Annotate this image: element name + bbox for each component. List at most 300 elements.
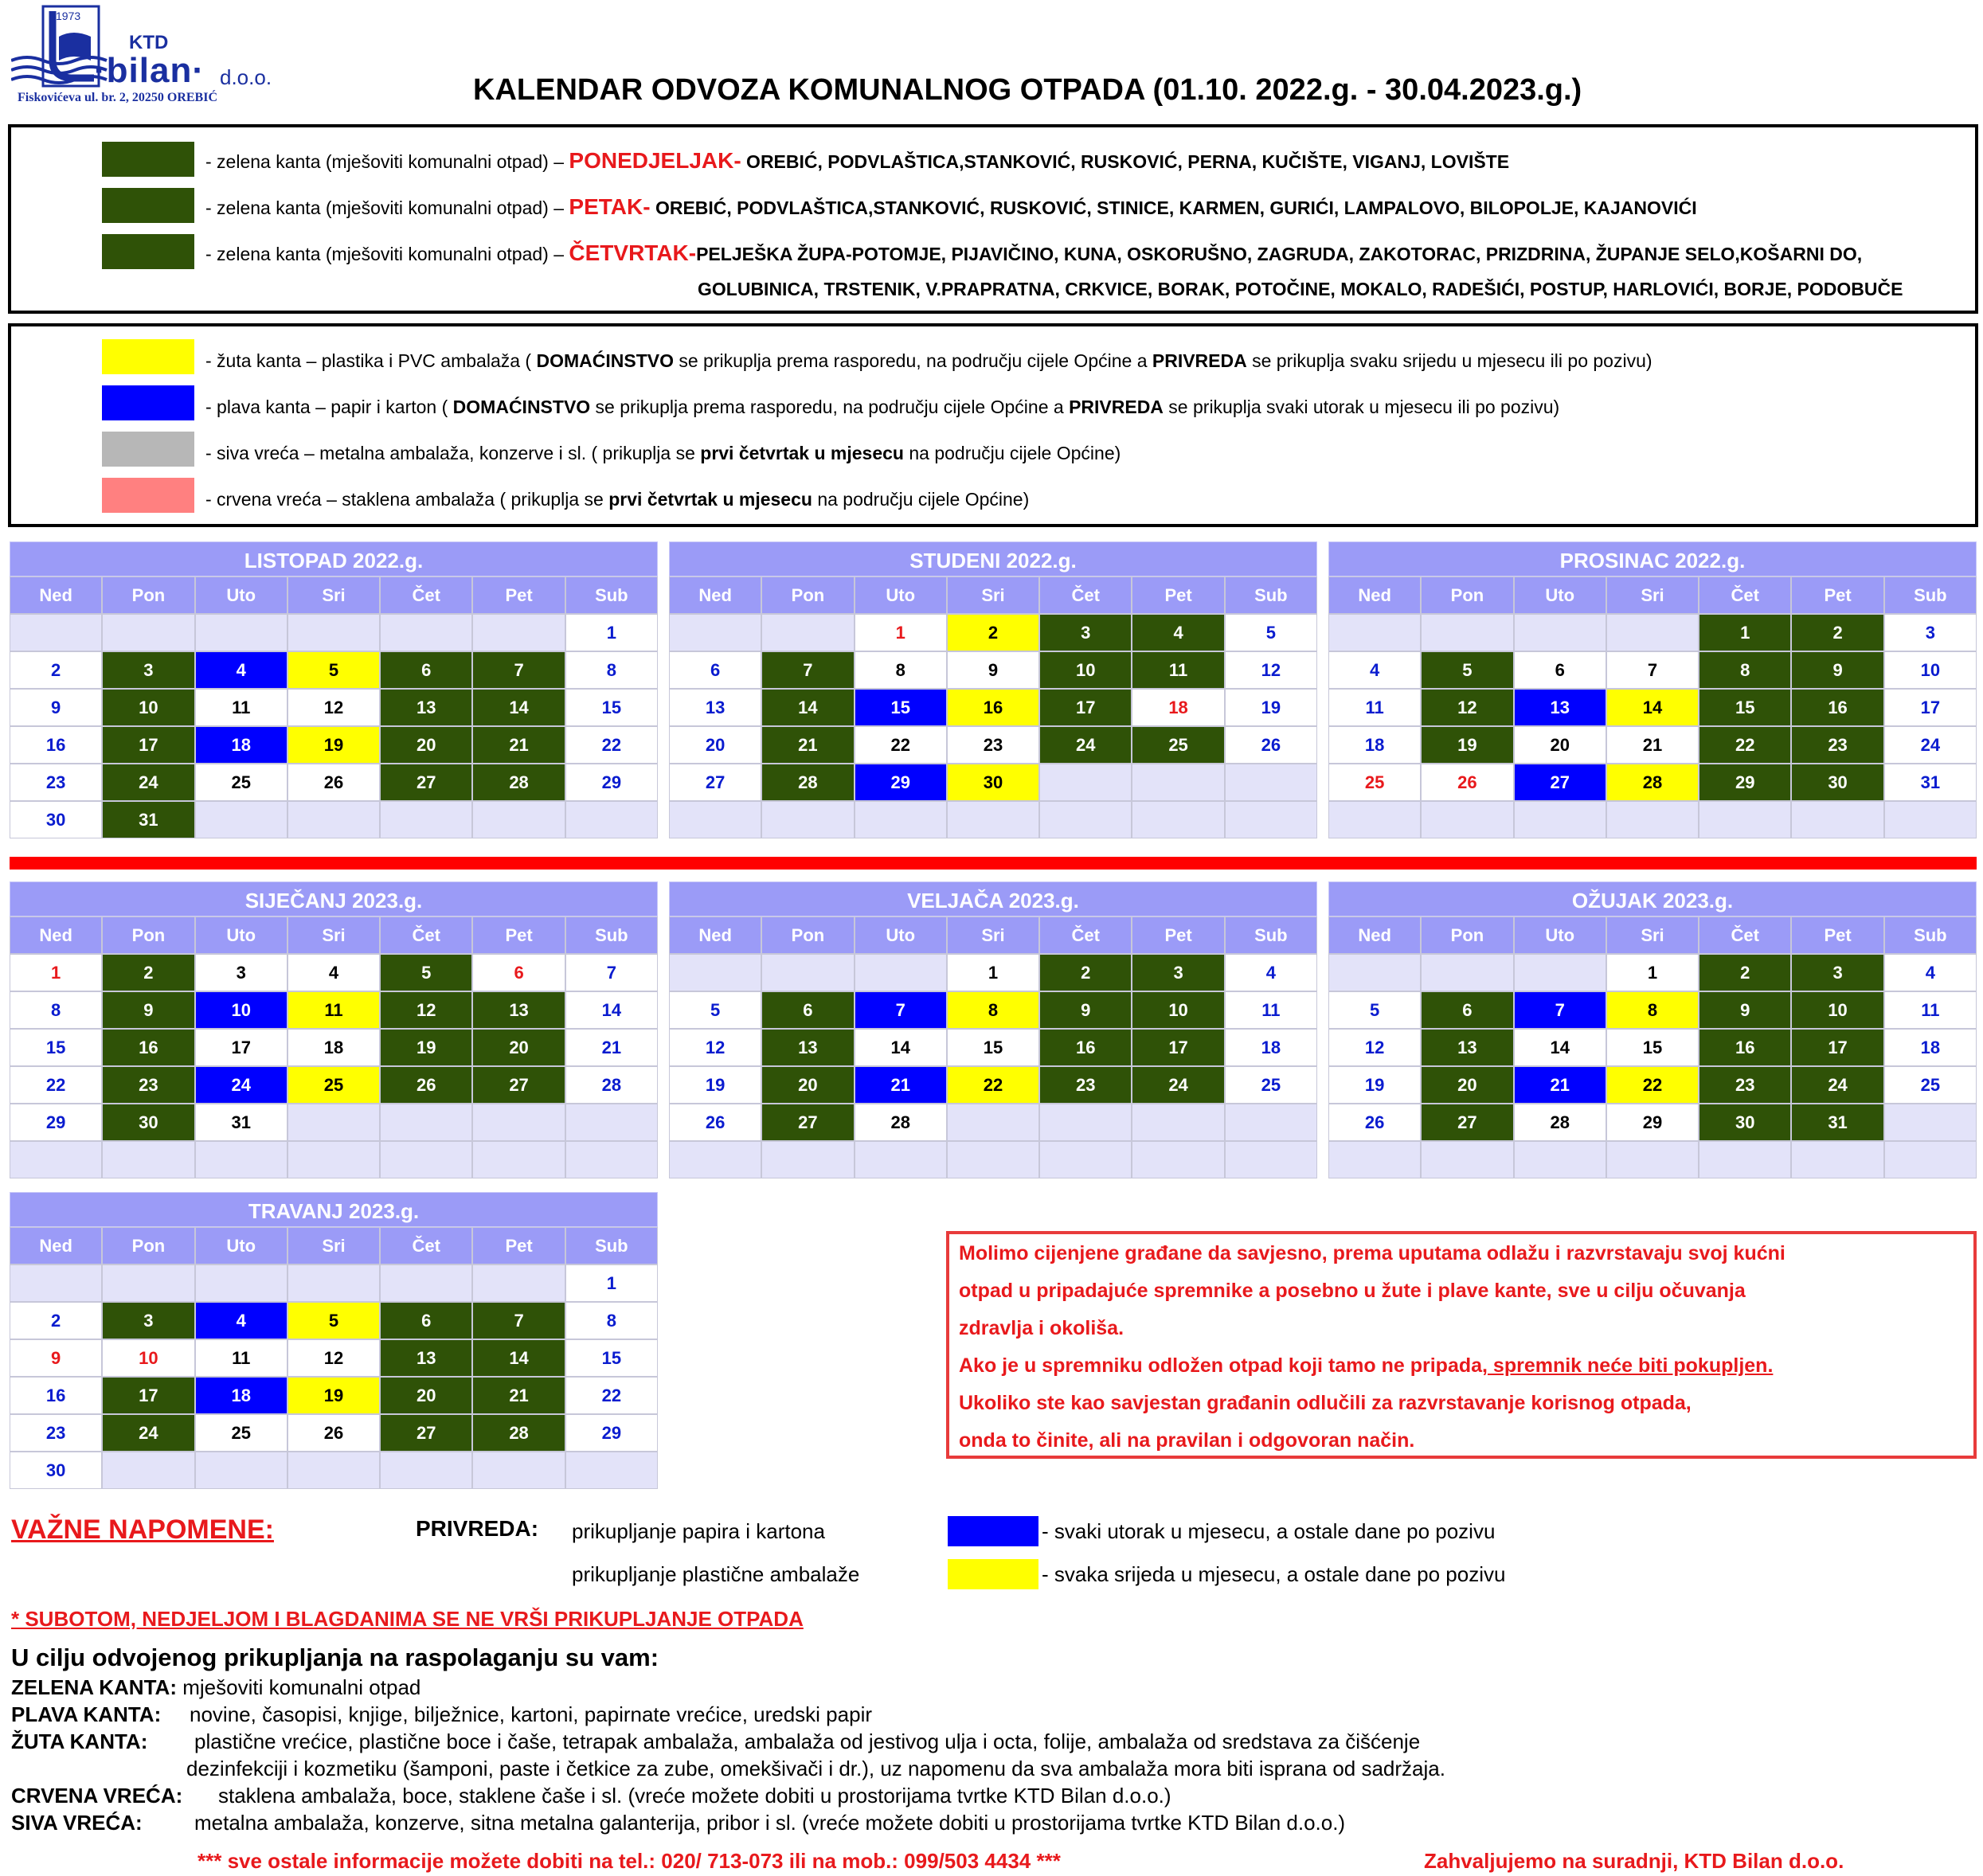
green-bin-info bbox=[11, 1675, 420, 1700]
calendar-day: 3 bbox=[1132, 954, 1224, 991]
notice-line: zdravlja i okoliša. bbox=[959, 1317, 1124, 1339]
weekday-header: Pon bbox=[102, 1227, 194, 1264]
logo-ktd: KTD bbox=[129, 32, 169, 53]
calendar-empty-cell bbox=[380, 614, 472, 651]
calendar-day: 8 bbox=[1606, 991, 1699, 1029]
item-desc: mješoviti komunalni otpad bbox=[176, 1675, 421, 1699]
yellow-bin-desc: plastične vrećice, plastične boce i čaše, tetrapak ambalaža, ambalaža od jestivog ulja i octa, folije, ambalaža od sredstava za čišćenje bbox=[194, 1729, 1421, 1753]
separate-collection-heading: U cilju odvojenog prikupljanja na raspolaganju su vam: bbox=[11, 1643, 659, 1671]
calendar-day: 8 bbox=[10, 991, 102, 1029]
calendar-day: 28 bbox=[761, 764, 854, 801]
calendar-day: 14 bbox=[1606, 689, 1699, 726]
item-label: CRVENA VREĆA: bbox=[11, 1784, 183, 1808]
calendar-day: 15 bbox=[1606, 1029, 1699, 1066]
calendar-empty-cell bbox=[1328, 954, 1421, 991]
calendar-day: 16 bbox=[1039, 1029, 1132, 1066]
calendar-empty-cell bbox=[947, 801, 1039, 838]
legend-red bbox=[205, 489, 1029, 510]
calendar-empty-cell bbox=[1039, 801, 1132, 838]
calendar-empty-cell bbox=[195, 614, 287, 651]
calendar-day: 5 bbox=[287, 651, 380, 689]
calendar-day: 27 bbox=[1514, 764, 1606, 801]
legend-thursday-cont bbox=[698, 279, 1903, 300]
calendar-empty-cell bbox=[1606, 801, 1699, 838]
green-bin-legend bbox=[8, 124, 1978, 314]
calendar-day: 12 bbox=[380, 991, 472, 1029]
calendar-empty-cell bbox=[1421, 1141, 1513, 1178]
calendar-empty-cell bbox=[1328, 1141, 1421, 1178]
logo-name: ·bilan· bbox=[94, 51, 205, 90]
weekday-header: Čet bbox=[1699, 917, 1791, 954]
calendar-day: 14 bbox=[472, 689, 565, 726]
weekday-header: Čet bbox=[1699, 576, 1791, 614]
calendar-day: 28 bbox=[1606, 764, 1699, 801]
calendar-day: 11 bbox=[1225, 991, 1317, 1029]
calendar-empty-cell bbox=[195, 1264, 287, 1302]
notice-line: Molimo cijenjene građane da savjesno, prema uputama odlažu i razvrstavaju svoj kućni bbox=[959, 1242, 1785, 1264]
calendar-day: 11 bbox=[1884, 991, 1977, 1029]
calendar-day: 16 bbox=[102, 1029, 194, 1066]
calendar-day: 5 bbox=[380, 954, 472, 991]
legend-grey bbox=[205, 443, 1121, 464]
calendar-empty-cell bbox=[195, 1452, 287, 1489]
calendar-day: 3 bbox=[1791, 954, 1883, 991]
business-paper: prikupljanje papira i kartona bbox=[572, 1519, 825, 1543]
grey-swatch bbox=[102, 432, 194, 467]
calendar-empty-cell bbox=[102, 1141, 194, 1178]
weekday-header: Ned bbox=[669, 576, 761, 614]
calendar-day: 5 bbox=[669, 991, 761, 1029]
calendar-day: 20 bbox=[761, 1066, 854, 1104]
legend-text: - zelena kanta (mješoviti komunalni otpad) – bbox=[205, 151, 569, 172]
calendar-day: 20 bbox=[1514, 726, 1606, 764]
calendar-empty-cell bbox=[1225, 801, 1317, 838]
calendar-grid bbox=[10, 917, 658, 1178]
calendar-day: 19 bbox=[1421, 726, 1513, 764]
calendar-day: 8 bbox=[947, 991, 1039, 1029]
grey-bag-desc: metalna ambalaža, konzerve, sitna metalna galanterija, pribor i sl. (vreće možete dobiti u prostorijama tvrtke KTD Bilan d.o.o.) bbox=[194, 1811, 1346, 1835]
calendar-day: 28 bbox=[472, 1414, 565, 1452]
calendar-day: 6 bbox=[1514, 651, 1606, 689]
weekday-header: Čet bbox=[380, 917, 472, 954]
calendar-empty-cell bbox=[761, 614, 854, 651]
weekday-header: Sub bbox=[1884, 917, 1977, 954]
calendar-day: 11 bbox=[287, 991, 380, 1029]
calendar-day: 24 bbox=[102, 1414, 194, 1452]
calendar-day: 24 bbox=[1791, 1066, 1883, 1104]
calendar-grid bbox=[669, 917, 1317, 1178]
calendar-day: 19 bbox=[380, 1029, 472, 1066]
calendar-day: 21 bbox=[1606, 726, 1699, 764]
calendar-day: 30 bbox=[1791, 764, 1883, 801]
calendar-day: 20 bbox=[1421, 1066, 1513, 1104]
calendar-day: 8 bbox=[1699, 651, 1791, 689]
calendar-day: 7 bbox=[565, 954, 658, 991]
calendar-empty-cell bbox=[472, 1141, 565, 1178]
calendar-empty-cell bbox=[1225, 1104, 1317, 1141]
calendar-month-title: SIJEČANJ 2023.g. bbox=[10, 881, 658, 917]
calendar-day: 2 bbox=[947, 614, 1039, 651]
calendar-day: 20 bbox=[472, 1029, 565, 1066]
calendar-day: 19 bbox=[287, 1377, 380, 1414]
legend-places: PELJEŠKA ŽUPA-POTOMJE, PIJAVIČINO, KUNA, OSKORUŠNO, ZAGRUDA, ZAKOTORAC, PRIZDRINA, ŽUPANJE SELO,KOŠARNI DO, bbox=[696, 244, 1863, 264]
calendar-empty-cell bbox=[102, 1452, 194, 1489]
weekday-header: Pet bbox=[1791, 576, 1883, 614]
red-bag-label bbox=[11, 1784, 182, 1808]
calendar-day: 30 bbox=[102, 1104, 194, 1141]
calendar-day: 1 bbox=[1606, 954, 1699, 991]
calendar-day: 15 bbox=[855, 689, 947, 726]
calendar-day: 19 bbox=[1328, 1066, 1421, 1104]
calendar-empty-cell bbox=[380, 801, 472, 838]
red-bag-desc: staklena ambalaža, boce, staklene čaše i sl. (vreće možete dobiti u prostorijama tvrtke KTD Bilan d.o.o.) bbox=[218, 1784, 1171, 1808]
calendar-day: 20 bbox=[380, 1377, 472, 1414]
calendar-empty-cell bbox=[195, 1141, 287, 1178]
legend-places: OREBIĆ, PODVLAŠTICA,STANKOVIĆ, RUSKOVIĆ, STINICE, KARMEN, GURIĆI, LAMPALOVO, BILOPOLJE, KAJANOVIĆI bbox=[650, 197, 1697, 218]
notice-text: Ako je u spremniku odložen otpad koji tamo ne pripada, bbox=[959, 1354, 1488, 1377]
logo-address: Fiskovićeva ul. br. 2, 20250 OREBIĆ bbox=[18, 91, 217, 104]
calendar-day: 29 bbox=[565, 1414, 658, 1452]
calendar-day: 18 bbox=[1225, 1029, 1317, 1066]
calendar-empty-cell bbox=[761, 801, 854, 838]
calendar-day: 17 bbox=[195, 1029, 287, 1066]
calendar-empty-cell bbox=[1606, 614, 1699, 651]
calendar-day: 27 bbox=[1421, 1104, 1513, 1141]
calendar-day: 23 bbox=[1791, 726, 1883, 764]
weekday-header: Pon bbox=[102, 576, 194, 614]
calendar-day: 28 bbox=[472, 764, 565, 801]
calendar-empty-cell bbox=[761, 1141, 854, 1178]
calendar-day: 8 bbox=[565, 651, 658, 689]
calendar-day: 7 bbox=[472, 651, 565, 689]
company-logo bbox=[11, 5, 272, 108]
calendar-day: 1 bbox=[1699, 614, 1791, 651]
calendar-grid bbox=[669, 576, 1317, 838]
calendar-day: 15 bbox=[10, 1029, 102, 1066]
calendar-month-title: STUDENI 2022.g. bbox=[669, 541, 1317, 576]
calendar-day: 3 bbox=[1039, 614, 1132, 651]
calendar-day: 21 bbox=[761, 726, 854, 764]
calendar-empty-cell bbox=[565, 1452, 658, 1489]
grey-bag-label bbox=[11, 1811, 143, 1835]
calendar-day: 11 bbox=[1328, 689, 1421, 726]
weekday-header: Pon bbox=[761, 576, 854, 614]
legend-text: se prikuplja prema rasporedu, na području cijele Općine a bbox=[673, 350, 1152, 371]
calendar-day: 12 bbox=[287, 689, 380, 726]
weekday-header: Čet bbox=[380, 1227, 472, 1264]
calendar-day: 22 bbox=[1606, 1066, 1699, 1104]
calendar-day: 18 bbox=[1884, 1029, 1977, 1066]
calendar-day: 6 bbox=[380, 1302, 472, 1339]
notice-line: otpad u pripadajuće spremnike a posebno u žute i plave kante, sve u cilju očuvanja bbox=[959, 1280, 1746, 1302]
weekday-header: Uto bbox=[1514, 576, 1606, 614]
calendar-day: 9 bbox=[1699, 991, 1791, 1029]
calendar-day: 22 bbox=[1699, 726, 1791, 764]
calendar-day: 9 bbox=[1039, 991, 1132, 1029]
calendar-day: 26 bbox=[669, 1104, 761, 1141]
calendar-day: 4 bbox=[195, 651, 287, 689]
calendar-day: 3 bbox=[102, 651, 194, 689]
red-swatch bbox=[102, 478, 194, 513]
legend-text: - plava kanta – papir i karton ( bbox=[205, 397, 453, 417]
weekday-header: Ned bbox=[1328, 917, 1421, 954]
calendar-day: 6 bbox=[669, 651, 761, 689]
calendar-day: 9 bbox=[10, 689, 102, 726]
calendar-day: 29 bbox=[855, 764, 947, 801]
calendar-day: 23 bbox=[10, 764, 102, 801]
logo-suffix: d.o.o. bbox=[220, 65, 272, 89]
calendar-empty-cell bbox=[855, 1141, 947, 1178]
calendar-day: 5 bbox=[287, 1302, 380, 1339]
calendar-day: 23 bbox=[10, 1414, 102, 1452]
weekday-header: Sri bbox=[287, 576, 380, 614]
calendar-day: 21 bbox=[1514, 1066, 1606, 1104]
blue-bin-desc: novine, časopisi, knjige, bilježnice, kartoni, papirnate vrećice, uredski papir bbox=[190, 1702, 872, 1726]
calendar-empty-cell bbox=[287, 801, 380, 838]
calendar-day: 28 bbox=[855, 1104, 947, 1141]
calendar-empty-cell bbox=[287, 614, 380, 651]
calendar-empty-cell bbox=[472, 1104, 565, 1141]
calendar-empty-cell bbox=[1039, 764, 1132, 801]
business-plastic-schedule: - svaka srijeda u mjesecu, a ostale dane po pozivu bbox=[1042, 1562, 1506, 1586]
calendar-day: 18 bbox=[1328, 726, 1421, 764]
calendar-day: 25 bbox=[287, 1066, 380, 1104]
calendar-day: 11 bbox=[195, 1339, 287, 1377]
item-label: ŽUTA KANTA: bbox=[11, 1729, 148, 1753]
green-swatch bbox=[102, 234, 194, 269]
calendar-day: 9 bbox=[10, 1339, 102, 1377]
legend-day: PONEDJELJAK- bbox=[569, 148, 741, 173]
calendar-empty-cell bbox=[1421, 801, 1513, 838]
calendar-day: 19 bbox=[1225, 689, 1317, 726]
weekday-header: Čet bbox=[1039, 576, 1132, 614]
yellow-swatch bbox=[948, 1559, 1038, 1589]
calendar-empty-cell bbox=[380, 1452, 472, 1489]
calendar-day: 27 bbox=[380, 1414, 472, 1452]
calendar-empty-cell bbox=[1884, 801, 1977, 838]
calendar-day: 20 bbox=[669, 726, 761, 764]
weekday-header: Čet bbox=[1039, 917, 1132, 954]
calendar-day: 28 bbox=[1514, 1104, 1606, 1141]
calendar-day: 23 bbox=[1699, 1066, 1791, 1104]
contact-info: *** sve ostale informacije možete dobiti na tel.: 020/ 713-073 ili na mob.: 099/503 4434 *** bbox=[198, 1849, 1061, 1873]
weekday-header: Sub bbox=[1884, 576, 1977, 614]
item-label: PLAVA KANTA: bbox=[11, 1702, 162, 1726]
legend-text: - crvena vreća – staklena ambalaža ( prikuplja se bbox=[205, 489, 609, 510]
calendar-day: 14 bbox=[761, 689, 854, 726]
blue-bin-label bbox=[11, 1702, 161, 1727]
calendar-day: 2 bbox=[102, 954, 194, 991]
calendar-empty-cell bbox=[472, 1452, 565, 1489]
weekday-header: Sri bbox=[1606, 576, 1699, 614]
calendar-day: 4 bbox=[287, 954, 380, 991]
weekday-header: Sri bbox=[1606, 917, 1699, 954]
weekday-header: Pet bbox=[1132, 917, 1224, 954]
calendar-empty-cell bbox=[10, 614, 102, 651]
calendar-grid bbox=[1328, 917, 1977, 1178]
legend-text: - siva vreća – metalna ambalaža, konzerve i sl. ( prikuplja se bbox=[205, 443, 701, 463]
calendar-day: 27 bbox=[472, 1066, 565, 1104]
notice-box bbox=[946, 1231, 1977, 1459]
weekday-header: Sri bbox=[947, 576, 1039, 614]
calendar-day: 14 bbox=[855, 1029, 947, 1066]
calendar-day: 10 bbox=[1132, 991, 1224, 1029]
calendar-day: 26 bbox=[1421, 764, 1513, 801]
calendar-day: 12 bbox=[1421, 689, 1513, 726]
calendar-day: 29 bbox=[1699, 764, 1791, 801]
calendar-day: 31 bbox=[1884, 764, 1977, 801]
calendar-empty-cell bbox=[947, 1141, 1039, 1178]
calendar-month-title: TRAVANJ 2023.g. bbox=[10, 1192, 658, 1227]
legend-blue bbox=[205, 397, 1559, 418]
calendar-day: 24 bbox=[102, 764, 194, 801]
calendar-day: 17 bbox=[102, 1377, 194, 1414]
calendar-day: 9 bbox=[947, 651, 1039, 689]
calendar-day: 22 bbox=[565, 726, 658, 764]
calendar-day: 18 bbox=[1132, 689, 1224, 726]
calendar-empty-cell bbox=[287, 1104, 380, 1141]
calendar-empty-cell bbox=[1039, 1104, 1132, 1141]
calendar-day: 2 bbox=[1039, 954, 1132, 991]
calendar-empty-cell bbox=[1791, 801, 1883, 838]
calendar-empty-cell bbox=[1132, 1104, 1224, 1141]
legend-bold: prvi četvrtak u mjesecu bbox=[700, 443, 904, 463]
weekday-header: Pet bbox=[472, 1227, 565, 1264]
calendar-day: 14 bbox=[565, 991, 658, 1029]
calendar-grid bbox=[10, 576, 658, 838]
calendar-day: 10 bbox=[102, 689, 194, 726]
yellow-bin-label bbox=[11, 1729, 147, 1754]
calendar-day: 23 bbox=[1039, 1066, 1132, 1104]
calendar-day: 15 bbox=[565, 1339, 658, 1377]
calendar-empty-cell bbox=[669, 954, 761, 991]
calendar-day: 23 bbox=[947, 726, 1039, 764]
calendar-day: 30 bbox=[947, 764, 1039, 801]
legend-yellow bbox=[205, 350, 1652, 372]
calendar-day: 7 bbox=[1606, 651, 1699, 689]
calendar-empty-cell bbox=[380, 1141, 472, 1178]
weekday-header: Ned bbox=[10, 576, 102, 614]
calendar-day: 11 bbox=[1132, 651, 1224, 689]
calendar-day: 3 bbox=[1884, 614, 1977, 651]
calendar-day: 15 bbox=[947, 1029, 1039, 1066]
weekday-header: Ned bbox=[1328, 576, 1421, 614]
green-swatch bbox=[102, 142, 194, 177]
green-swatch bbox=[102, 188, 194, 223]
legend-bold: PRIVREDA bbox=[1152, 350, 1247, 371]
calendar-day: 4 bbox=[1225, 954, 1317, 991]
calendar-empty-cell bbox=[1699, 1141, 1791, 1178]
weekday-header: Uto bbox=[195, 576, 287, 614]
calendar-empty-cell bbox=[1328, 614, 1421, 651]
calendar-day: 18 bbox=[195, 1377, 287, 1414]
calendar-day: 31 bbox=[195, 1104, 287, 1141]
calendar-day: 2 bbox=[10, 651, 102, 689]
legend-text: se prikuplja prema rasporedu, na području cijele Općine a bbox=[590, 397, 1070, 417]
calendar-day: 5 bbox=[1225, 614, 1317, 651]
calendar-day: 4 bbox=[195, 1302, 287, 1339]
legend-day: PETAK- bbox=[569, 194, 651, 219]
calendar-day: 21 bbox=[472, 726, 565, 764]
calendar-day: 6 bbox=[1421, 991, 1513, 1029]
weekday-header: Ned bbox=[669, 917, 761, 954]
calendar-day: 11 bbox=[195, 689, 287, 726]
calendar-day: 24 bbox=[1132, 1066, 1224, 1104]
calendar-empty-cell bbox=[1884, 1141, 1977, 1178]
calendar-month-title: PROSINAC 2022.g. bbox=[1328, 541, 1977, 576]
legend-places: GOLUBINICA, TRSTENIK, V.PRAPRATNA, CRKVICE, BORAK, POTOČINE, MOKALO, RADEŠIĆI, POSTUP, HARLOVIĆI, BORJE, PODOBUČE bbox=[698, 279, 1903, 299]
calendar-day: 25 bbox=[1328, 764, 1421, 801]
calendar-day: 1 bbox=[10, 954, 102, 991]
calendar-empty-cell bbox=[1421, 614, 1513, 651]
legend-text: se prikuplja svaku srijedu u mjesecu ili po pozivu) bbox=[1246, 350, 1652, 371]
calendar-empty-cell bbox=[669, 614, 761, 651]
business-paper-schedule: - svaki utorak u mjesecu, a ostale dane po pozivu bbox=[1042, 1519, 1496, 1543]
calendar-empty-cell bbox=[1421, 954, 1513, 991]
calendar-day: 30 bbox=[1699, 1104, 1791, 1141]
calendar-empty-cell bbox=[1132, 801, 1224, 838]
yellow-bin-desc-cont: dezinfekciji i kozmetiku (šamponi, paste i četkice za zube, omekšivači i dr.), uz napomenu da sva ambalaža mora biti isprana od sadržaja. bbox=[186, 1757, 1445, 1780]
calendar-day: 29 bbox=[565, 764, 658, 801]
calendar-empty-cell bbox=[1791, 1141, 1883, 1178]
calendar-day: 19 bbox=[287, 726, 380, 764]
calendar-day: 16 bbox=[947, 689, 1039, 726]
calendar-day: 10 bbox=[1039, 651, 1132, 689]
weekday-header: Pon bbox=[761, 917, 854, 954]
item-label: SIVA VREĆA: bbox=[11, 1811, 143, 1835]
calendar-day: 10 bbox=[195, 991, 287, 1029]
weekday-header: Sub bbox=[1225, 917, 1317, 954]
calendar-empty-cell bbox=[380, 1104, 472, 1141]
calendar-day: 27 bbox=[669, 764, 761, 801]
weekday-header: Pon bbox=[1421, 576, 1513, 614]
calendar-day: 26 bbox=[287, 1414, 380, 1452]
calendar-grid bbox=[10, 1227, 658, 1489]
calendar-day: 26 bbox=[380, 1066, 472, 1104]
calendar-empty-cell bbox=[1514, 614, 1606, 651]
calendar-day: 10 bbox=[1791, 991, 1883, 1029]
calendar-empty-cell bbox=[287, 1264, 380, 1302]
calendar-empty-cell bbox=[102, 1264, 194, 1302]
calendar-day: 8 bbox=[565, 1302, 658, 1339]
item-label: ZELENA KANTA: bbox=[11, 1675, 177, 1699]
calendar-empty-cell bbox=[565, 1141, 658, 1178]
calendar-empty-cell bbox=[855, 954, 947, 991]
calendar-empty-cell bbox=[1132, 764, 1224, 801]
weekday-header: Ned bbox=[10, 917, 102, 954]
calendar-day: 18 bbox=[287, 1029, 380, 1066]
calendar-month-title: VELJAČA 2023.g. bbox=[669, 881, 1317, 917]
legend-thursday bbox=[205, 240, 1862, 266]
calendar-empty-cell bbox=[947, 1104, 1039, 1141]
important-notes-heading: VAŽNE NAPOMENE: bbox=[11, 1514, 274, 1545]
calendar-empty-cell bbox=[287, 1452, 380, 1489]
weekday-header: Uto bbox=[1514, 917, 1606, 954]
calendar-day: 26 bbox=[287, 764, 380, 801]
calendar-day: 1 bbox=[855, 614, 947, 651]
calendar-day: 6 bbox=[380, 651, 472, 689]
notice-line: onda to činite, ali na pravilan i odgovoran način. bbox=[959, 1429, 1415, 1452]
calendar-day: 30 bbox=[10, 1452, 102, 1489]
weekday-header: Sub bbox=[1225, 576, 1317, 614]
calendar-day: 16 bbox=[1699, 1029, 1791, 1066]
calendar-day: 6 bbox=[761, 991, 854, 1029]
blue-swatch bbox=[948, 1516, 1038, 1546]
notice-underlined: spremnik neće biti pokupljen. bbox=[1487, 1354, 1774, 1377]
notice-line: Ukoliko ste kao savjestan građanin odlučili za razvrstavanje korisnog otpada, bbox=[959, 1392, 1692, 1414]
calendar-day: 22 bbox=[947, 1066, 1039, 1104]
calendar-empty-cell bbox=[1225, 1141, 1317, 1178]
